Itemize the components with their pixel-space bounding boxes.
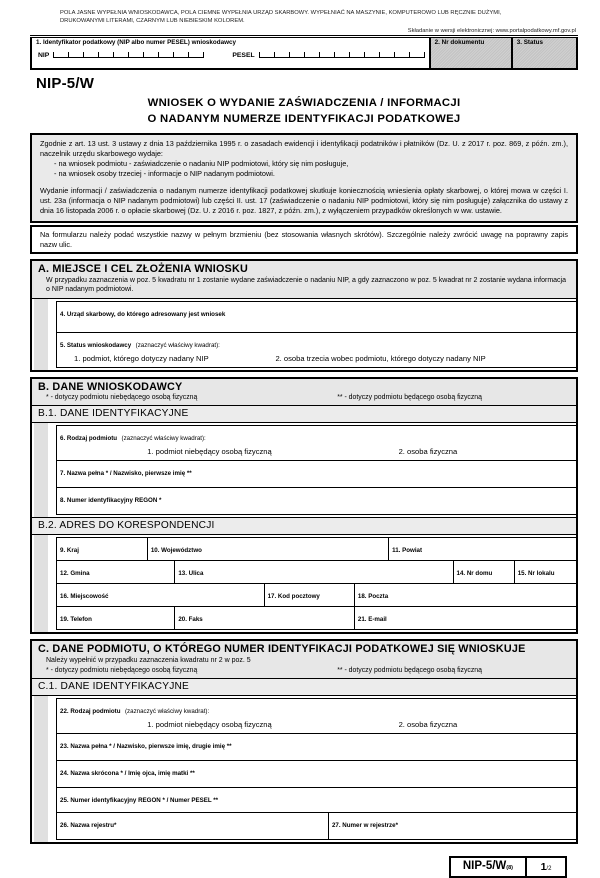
section-b1-body (32, 423, 576, 517)
page-footer (0, 856, 567, 878)
section-a-body (32, 299, 576, 370)
footer-box (449, 856, 567, 878)
section-c1-body (32, 696, 576, 842)
field-6-label: 6. Rodzaj podmiotu (60, 435, 118, 443)
section-c (30, 639, 578, 843)
field-row (57, 584, 576, 607)
field-3-status (511, 38, 576, 68)
field-20-label: 20. Faks (178, 616, 203, 624)
page-number (527, 858, 565, 876)
field-row (57, 461, 576, 488)
field-22-hint: (zaznaczyć właściwy kwadrat): (124, 707, 210, 715)
comb-cell (259, 52, 274, 58)
option-f5-podmiot[interactable]: 1. podmiot, którego dotyczy nadany NIP (74, 354, 209, 364)
legal-basis-paragraph: Zgodnie z art. 13 ust. 3 ustawy z dnia 13 października 1995 r. o zasadach ewidencji i identyfikacji podatników i płatników (Dz. U. z 2017 r. poz. 869, z późn. zm.), naczelnik urzędu skarbowego wydaje: (40, 139, 568, 159)
identification-header-row (30, 37, 578, 70)
field-7-nazwa-pelna[interactable] (57, 461, 576, 487)
field-26-label: 26. Nazwa rejestru* (60, 821, 117, 829)
field-row (57, 538, 576, 561)
option-f6-osoba-fizyczna[interactable]: 2. osoba fizyczna (398, 447, 458, 457)
field-25-label: 25. Numer identyfikacyjny REGON * / Numer PESEL ** (60, 796, 219, 804)
field-row (57, 607, 576, 629)
field-21-email[interactable] (355, 607, 576, 629)
field-7-label: 7. Nazwa pełna * / Nazwisko, pierwsze imię ** (60, 470, 192, 478)
field-19-telefon[interactable] (57, 607, 175, 629)
field-4-urzad-skarbowy[interactable] (57, 302, 576, 332)
section-a-fields (56, 301, 576, 368)
field-8-label: 8. Numer identyfikacyjny REGON * (60, 497, 162, 505)
legal-basis-item-1: - na wniosek podmiotu - zaświadczenie o nadaniu NIP podmiotowi, który się nim posługuje, (54, 158, 349, 168)
field-6-label-line (60, 427, 573, 445)
field-22-rodzaj-podmiotu (57, 699, 576, 733)
comb-cell (98, 52, 113, 58)
field-13-ulica[interactable] (175, 561, 453, 583)
section-b1-header: B.1. DANE IDENTYFIKACYJNE (32, 406, 576, 423)
field-14-nr-domu[interactable] (454, 561, 515, 583)
comb-cell (409, 52, 425, 58)
form-title (30, 95, 578, 128)
comb-cell (68, 52, 83, 58)
nip-label: NIP (38, 51, 50, 59)
left-margin-strip (34, 299, 48, 370)
form-title-line2: O NADANYM NUMERZE IDENTYFIKACJI PODATKOWEJ (147, 113, 461, 125)
comb-cell (274, 52, 289, 58)
legal-basis-box (30, 133, 578, 222)
field-21-label: 21. E-mail (357, 616, 387, 624)
section-b2-body (32, 535, 576, 632)
field-27-label: 27. Numer w rejestrze* (331, 821, 398, 829)
note-single-star: * - dotyczy podmiotu niebędącego osobą fizyczną (46, 666, 198, 674)
field-17-kod-pocztowy[interactable] (265, 584, 355, 606)
comb-cell (379, 52, 394, 58)
field-row (57, 302, 576, 333)
left-margin-strip (34, 696, 48, 842)
field-14-label: 14. Nr domu (456, 570, 493, 578)
option-f6-podmiot-niebedacy[interactable]: 1. podmiot niebędący osobą fizyczną (147, 447, 272, 457)
field-15-nr-lokalu[interactable] (515, 561, 576, 583)
note-single-star: * - dotyczy podmiotu niebędącego osobą fizyczną (46, 394, 198, 402)
comb-cell (349, 52, 364, 58)
option-f5-osoba-trzecia[interactable]: 2. osoba trzecia wobec podmiotu, którego dotyczy nadany NIP (275, 354, 486, 364)
field-6-rodzaj-podmiotu (57, 426, 576, 460)
comb-cell (128, 52, 143, 58)
section-b2-header: B.2. ADRES DO KORESPONDENCJI (32, 517, 576, 535)
comb-cell (394, 52, 409, 58)
field-19-label: 19. Telefon (60, 616, 92, 624)
field-row (57, 734, 576, 761)
field-2-nr-dokumentu (429, 38, 511, 68)
comb-cell (158, 52, 173, 58)
field-6-hint: (zaznaczyć właściwy kwadrat): (121, 435, 206, 443)
filling-instructions: POLA JASNE WYPEŁNIA WNIOSKODAWCA, POLA CIEMNE WYPEŁNIA URZĄD SKARBOWY. WYPEŁNIAĆ NA MASZYNIE, KOMPUTEROWO LUB RĘCZNIE DUŻYMI, DRUKOWANYMI LITERAMI, CZARNYM LUB NIEBIESKIM KOLOREM. (60, 10, 502, 24)
field-5-status-wnioskodawcy (57, 333, 576, 367)
section-a-header (32, 261, 576, 299)
section-b-notes (46, 394, 566, 401)
efiling-note: Składanie w wersji elektronicznej: www.portalpodatkowy.mf.gov.pl (30, 26, 578, 36)
section-a (30, 259, 578, 372)
field-row (57, 813, 576, 839)
fee-paragraph: Wydanie informacji / zaświadczenia o nadanym numerze identyfikacji podatkowej skutkuje koniecznością wniesienia opłaty skarbowej, o której mowa w części I. ust. 23a (informacja o NIP nadanym podmiotowi) lub części II. ust. 17 (zaświadczenie o nadaniu NIP podmiotowi, który się nim posługuje) załącznika do ustawy z dnia 16 listopada 2006 r. o opłacie skarbowej (Dz. U. z 2016 r. poz. 1827, z późn. zm.), z wyłączeniem przypadków określonych w ww. ustawie. (40, 186, 568, 215)
comb-cell (188, 52, 204, 58)
field-23-nazwa-pelna[interactable] (57, 734, 576, 760)
field-10-label: 10. Województwo (150, 547, 202, 555)
field-23-label: 23. Nazwa pełna * / Nazwisko, pierwsze imię, drugie imię ** (60, 742, 232, 750)
section-a-title: A. MIEJSCE I CEL ZŁOŻENIA WNIOSKU (38, 263, 248, 276)
form-title-line1: WNIOSEK O WYDANIE ZAŚWIADCZENIA / INFORMACJI (147, 96, 461, 109)
comb-cell (364, 52, 379, 58)
field-22-label-line (60, 700, 573, 718)
section-b (30, 377, 578, 634)
left-margin-strip (34, 423, 48, 517)
field-5-options (60, 354, 573, 366)
section-b2-fields (56, 537, 576, 630)
field-row (57, 561, 576, 584)
field-5-hint: (zaznaczyć właściwy kwadrat): (135, 342, 220, 350)
note-double-star: ** - dotyczy podmiotu będącego osobą fizyczną (337, 394, 482, 402)
section-c-notes (46, 667, 566, 674)
field-6-options (60, 447, 573, 459)
left-margin-strip (34, 535, 48, 632)
page-number-current: 1 (540, 860, 547, 873)
field-1-identyfikator-podatkowy (32, 38, 429, 68)
footer-form-code-text: NIP-5/W (462, 859, 507, 872)
field-2-label: 2. Nr dokumentu (434, 38, 485, 46)
footer-form-code (451, 858, 527, 876)
field-5-label: 5. Status wnioskodawcy (60, 342, 132, 350)
pesel-input[interactable] (259, 52, 425, 58)
field-17-label: 17. Kod pocztowy (267, 593, 320, 601)
field-11-powiat[interactable] (389, 538, 576, 560)
section-b-header (32, 379, 576, 406)
field-11-label: 11. Powiat (392, 547, 423, 555)
field-26-nazwa-rejestru[interactable] (57, 813, 329, 839)
full-names-note: Na formularzu należy podać wszystkie nazwy w pełnym brzmieniu (bez stosowania własnych skrótów). Szczególnie należy zwrócić uwagę na poprawny zapis nazw ulic. (30, 225, 578, 255)
field-22-options (60, 720, 573, 732)
field-row (57, 488, 576, 514)
field-4-label: 4. Urząd skarbowy, do którego adresowany jest wniosek (60, 311, 226, 319)
comb-cell (143, 52, 158, 58)
field-1-label: 1. Identyfikator podatkowy (NIP albo numer PESEL) wnioskodawcy (36, 38, 237, 46)
pesel-label: PESEL (232, 51, 255, 59)
field-12-gmina[interactable] (57, 561, 175, 583)
section-b-title: B. DANE WNIOSKODAWCY (38, 381, 183, 394)
field-3-label: 3. Status (516, 38, 543, 46)
comb-cell (113, 52, 128, 58)
section-c1-header: C.1. DANE IDENTYFIKACYJNE (32, 679, 576, 696)
section-c-title: C. DANE PODMIOTU, O KTÓREGO NUMER IDENTYFIKACJI PODATKOWEJ SIĘ WNIOSKUJE (38, 643, 526, 656)
section-a-subtitle: W przypadku zaznaczenia w poz. 5 kwadratu nr 1 zostanie wydane zaświadczenie o nadaniu NIP, a gdy zaznaczono w poz. 5 kwadrat nr 2 zostanie wydana informacja o NIP nadanym podmiotowi. (46, 277, 566, 294)
nip-input[interactable] (53, 52, 204, 58)
note-double-star: ** - dotyczy podmiotu będącego osobą fizyczną (337, 666, 482, 674)
field-16-label: 16. Miejscowość (60, 593, 109, 601)
comb-cell (289, 52, 304, 58)
field-row (57, 761, 576, 788)
field-24-label: 24. Nazwa skrócona * / Imię ojca, imię matki ** (60, 769, 195, 777)
field-27-numer-w-rejestrze[interactable] (329, 813, 576, 839)
field-12-label: 12. Gmina (60, 570, 90, 578)
section-c-header (32, 641, 576, 678)
field-24-nazwa-skrocona[interactable] (57, 761, 576, 787)
comb-cell (53, 52, 68, 58)
field-18-poczta[interactable] (355, 584, 576, 606)
field-25-regon-pesel[interactable] (57, 788, 576, 812)
section-c-subtitle: Należy wypełnić w przypadku zaznaczenia kwadratu nr 2 w poz. 5 (46, 657, 251, 665)
nip-pesel-row (38, 52, 425, 59)
field-row (57, 333, 576, 367)
comb-cell (304, 52, 319, 58)
comb-cell (334, 52, 349, 58)
field-20-faks[interactable] (175, 607, 355, 629)
comb-cell (173, 52, 188, 58)
section-c1-fields (56, 698, 576, 840)
comb-cell (319, 52, 334, 58)
field-16-miejscowosc[interactable] (57, 584, 265, 606)
footer-form-version: (8) (506, 864, 513, 871)
field-9-kraj[interactable] (57, 538, 148, 560)
field-8-regon[interactable] (57, 488, 576, 514)
option-f22-osoba-fizyczna[interactable]: 2. osoba fizyczna (398, 719, 458, 729)
field-22-label: 22. Rodzaj podmiotu (60, 707, 121, 715)
field-5-label-line (60, 334, 573, 352)
section-b1-fields (56, 425, 576, 515)
field-15-label: 15. Nr lokalu (517, 570, 555, 578)
legal-basis-item-2: - na wniosek osoby trzeciej - informacje o NIP nadanym podmiotowi. (54, 168, 275, 178)
field-9-label: 9. Kraj (60, 547, 79, 555)
field-row (57, 426, 576, 461)
page-number-total: /2 (546, 865, 552, 872)
field-10-wojewodztwo[interactable] (148, 538, 389, 560)
field-row (57, 699, 576, 734)
option-f22-podmiot-niebedacy[interactable]: 1. podmiot niebędący osobą fizyczną (147, 719, 272, 729)
field-18-label: 18. Poczta (357, 593, 389, 601)
form-code: NIP-5/W (36, 74, 95, 92)
comb-cell (83, 52, 98, 58)
field-13-label: 13. Ulica (178, 570, 204, 578)
field-row (57, 788, 576, 813)
